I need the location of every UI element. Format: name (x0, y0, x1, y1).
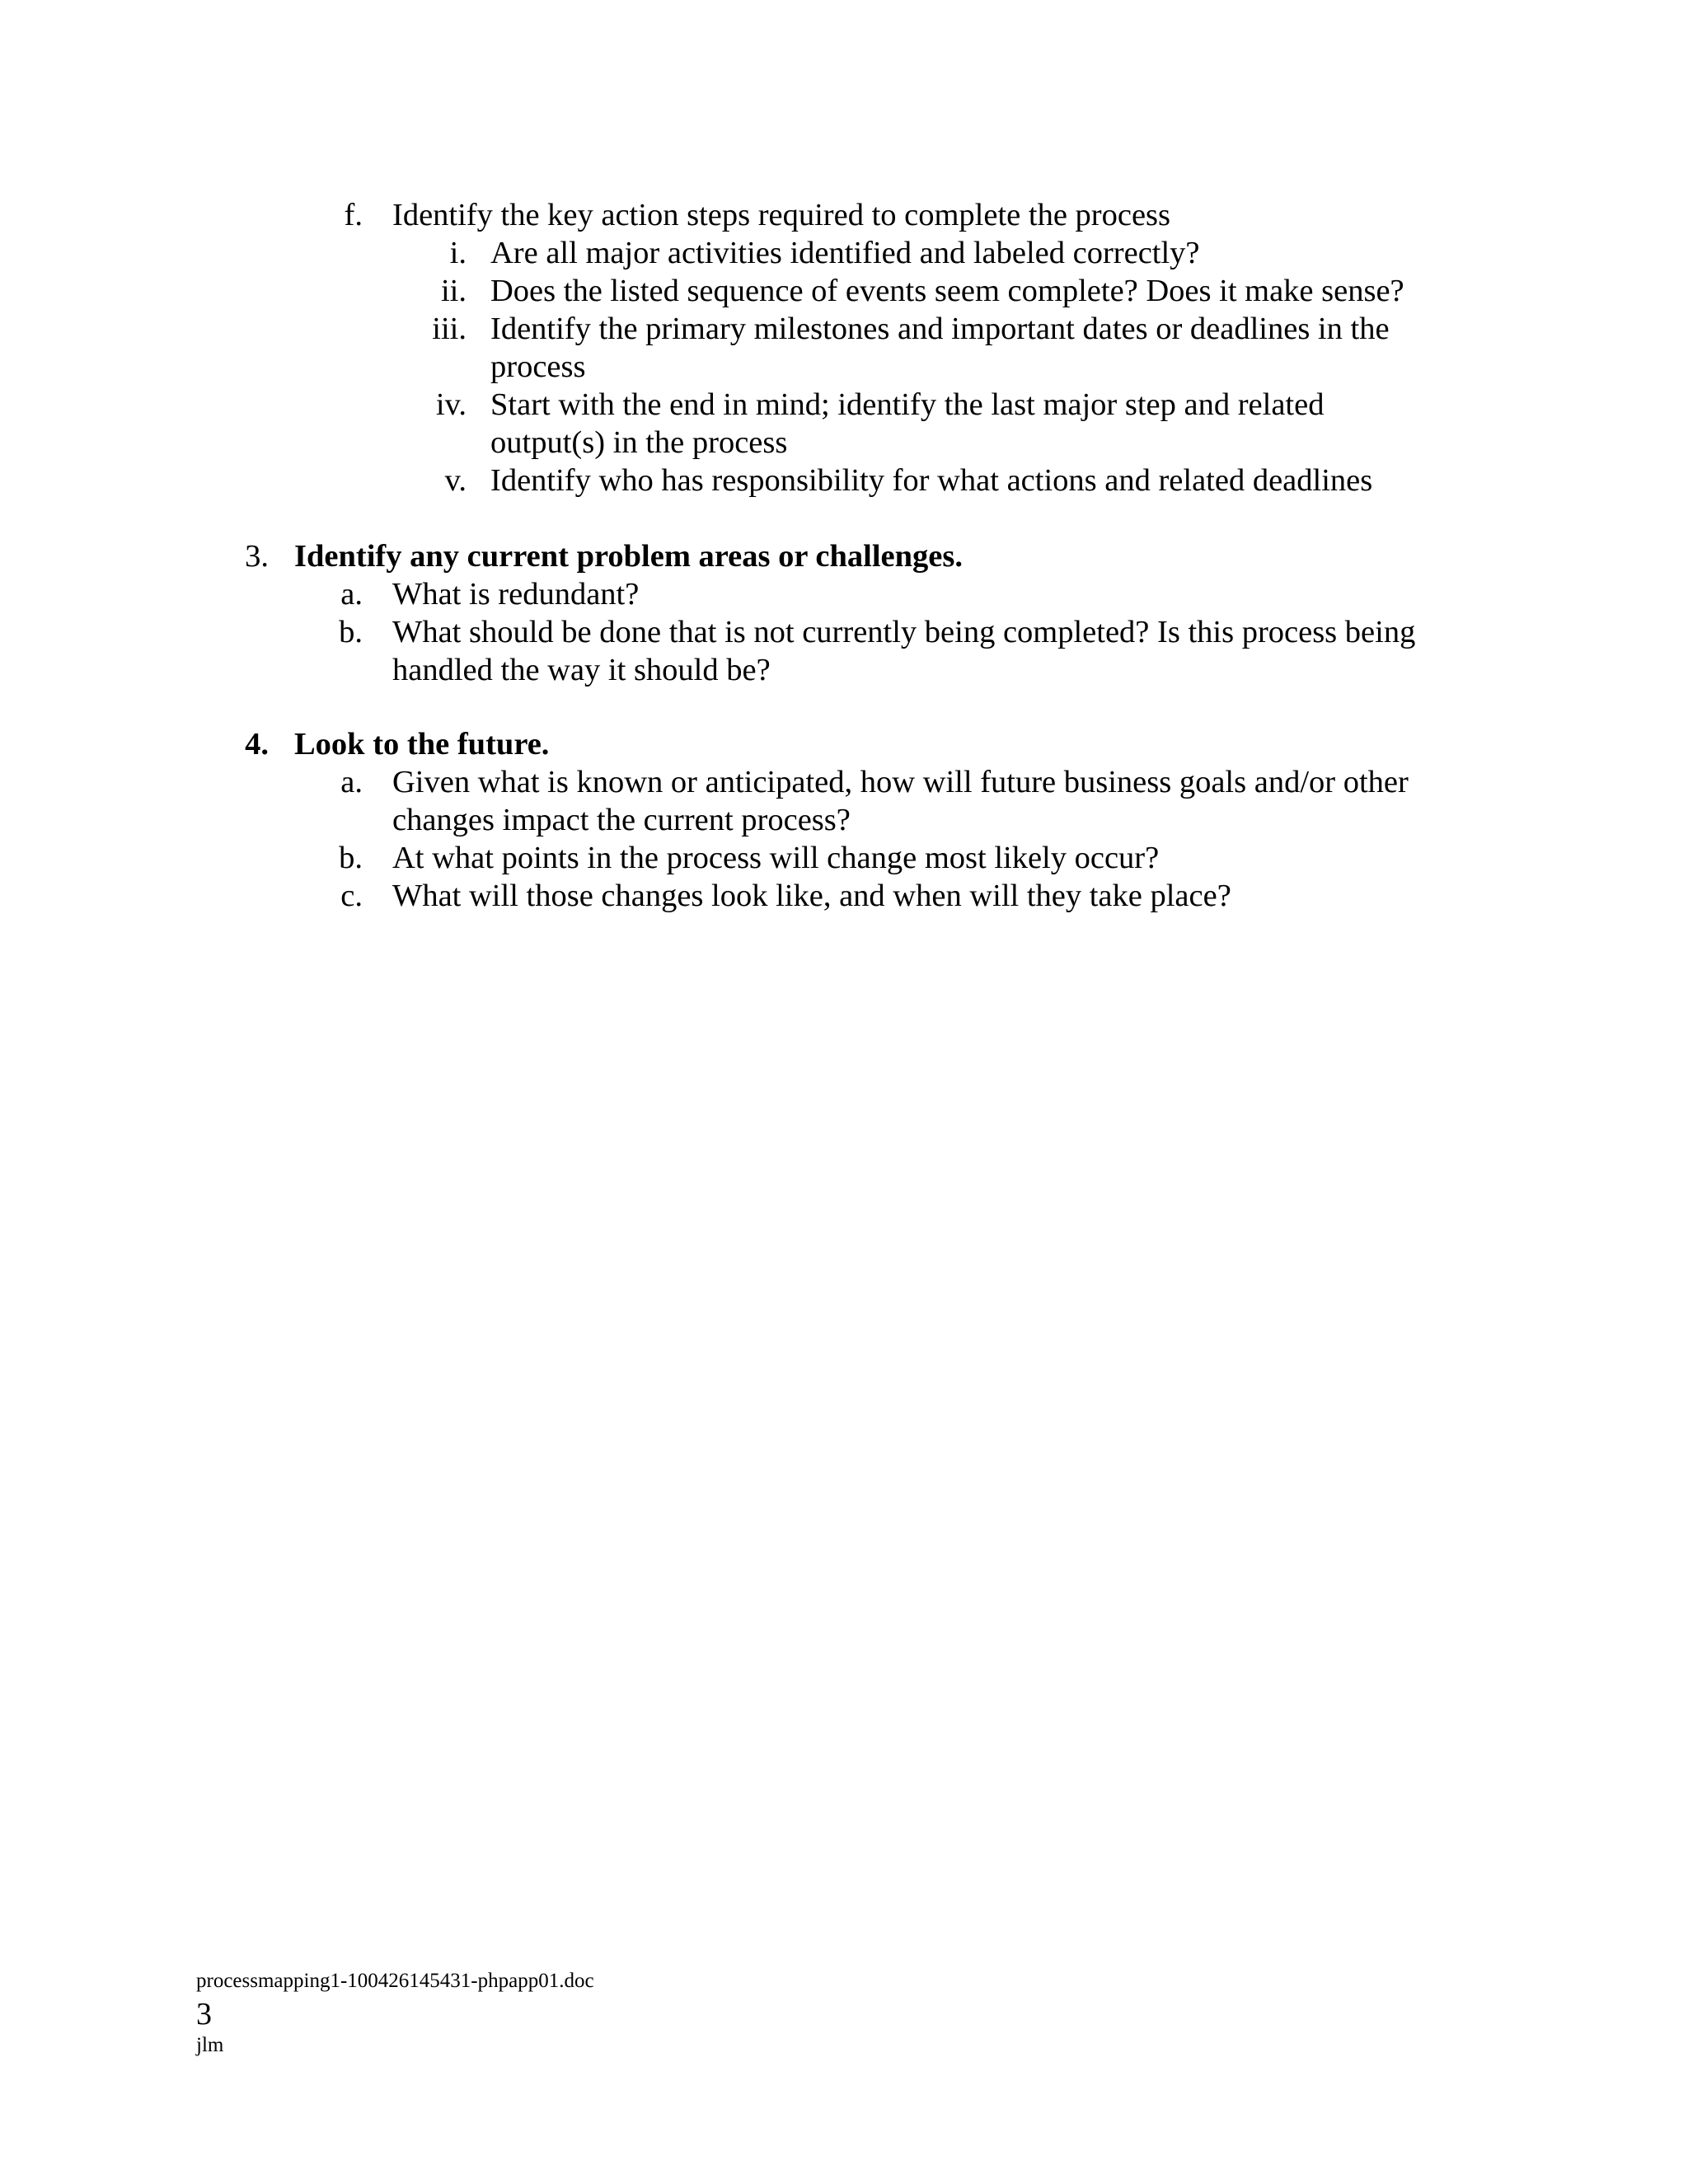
sub-item-ii-text: Does the listed sequence of events seem complete? Does it make sense? (490, 274, 1404, 308)
sub-item-i-text: Are all major activities identified and labeled correctly? (490, 236, 1200, 270)
list-marker-f: f. (344, 198, 363, 232)
sub-item-iii-text-line1: Identify the primary milestones and important dates or deadlines in the (490, 312, 1390, 346)
sub-item-iv-text-line2: output(s) in the process (490, 425, 788, 460)
list-marker-i: i. (449, 236, 467, 270)
section-4-item-a-text-line2: changes impact the current process? (392, 803, 851, 837)
section-3-heading: Identify any current problem areas or challenges. (294, 539, 963, 574)
footer-page-number: 3 (196, 1997, 212, 2032)
list-marker-3a: a. (340, 577, 363, 612)
list-marker-4c: c. (340, 879, 363, 913)
footer-filename: processmapping1-100426145431-phpapp01.doc (196, 1970, 594, 1992)
list-marker-4b: b. (339, 841, 363, 875)
section-3-item-b-text-line1: What should be done that is not currently being completed? Is this process being (392, 615, 1416, 649)
section-3-item-a-text: What is redundant? (392, 577, 640, 612)
item-f-text: Identify the key action steps required to complete the process (392, 198, 1171, 232)
list-marker-iv: iv. (435, 387, 467, 422)
sub-item-iii-text-line2: process (490, 349, 586, 384)
sub-item-v-text: Identify who has responsibility for what actions and related deadlines (490, 463, 1373, 498)
sub-item-iv-text-line1: Start with the end in mind; identify the last major step and related (490, 387, 1325, 422)
section-4-heading: Look to the future. (294, 727, 550, 762)
list-marker-iii: iii. (432, 312, 467, 346)
section-4-item-b-text: At what points in the process will change most likely occur? (392, 841, 1160, 875)
list-marker-v: v. (444, 463, 467, 498)
section-4-item-c-text: What will those changes look like, and when will they take place? (392, 879, 1231, 913)
section-3-marker: 3. (245, 539, 269, 574)
list-marker-4a: a. (340, 765, 363, 799)
list-marker-ii: ii. (440, 274, 467, 308)
footer-initials: jlm (196, 2034, 224, 2056)
list-marker-3b: b. (339, 615, 363, 649)
section-3-item-b-text-line2: handled the way it should be? (392, 653, 771, 687)
section-4-marker: 4. (245, 727, 269, 762)
section-4-item-a-text-line1: Given what is known or anticipated, how will future business goals and/or other (392, 765, 1409, 799)
